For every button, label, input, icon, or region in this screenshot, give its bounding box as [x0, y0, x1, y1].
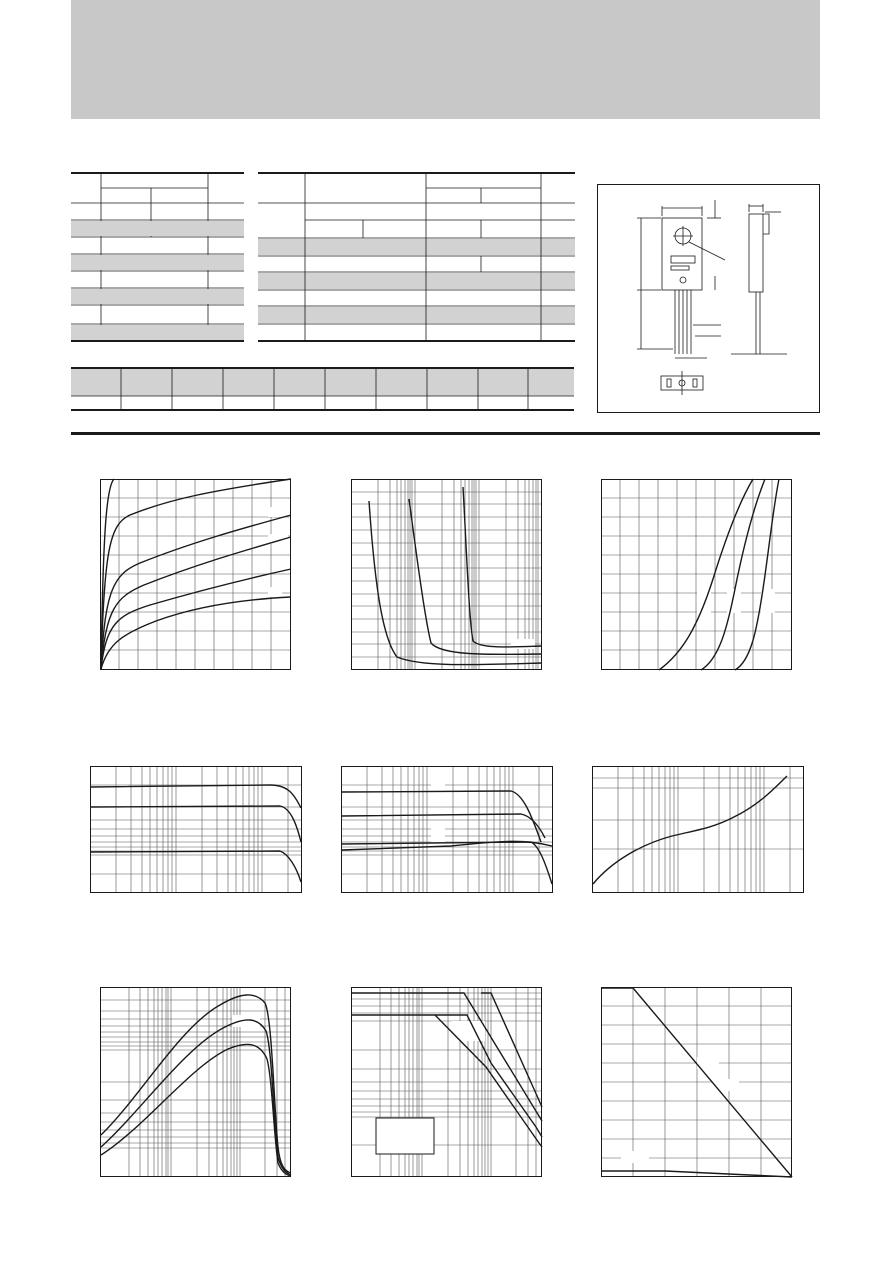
- graph-output-characteristics: [100, 479, 292, 672]
- graph-saturation-voltage: [351, 479, 543, 672]
- absolute-max-table: [71, 172, 246, 344]
- graph-safe-operating-area: [351, 987, 544, 1179]
- graph-gain-bandwidth: [100, 987, 293, 1179]
- graph-transfer-characteristics: [601, 479, 794, 672]
- header-band: [71, 0, 820, 119]
- section-divider: [71, 432, 820, 435]
- graph-dc-current-gain-2: [341, 766, 555, 895]
- graph-thermal-resistance: [592, 766, 806, 895]
- graph-dc-current-gain: [90, 766, 304, 895]
- graph-power-derating: [601, 987, 794, 1179]
- hfe-rank-table: [71, 367, 576, 413]
- package-outline: [597, 184, 821, 415]
- electrical-table: [258, 172, 576, 344]
